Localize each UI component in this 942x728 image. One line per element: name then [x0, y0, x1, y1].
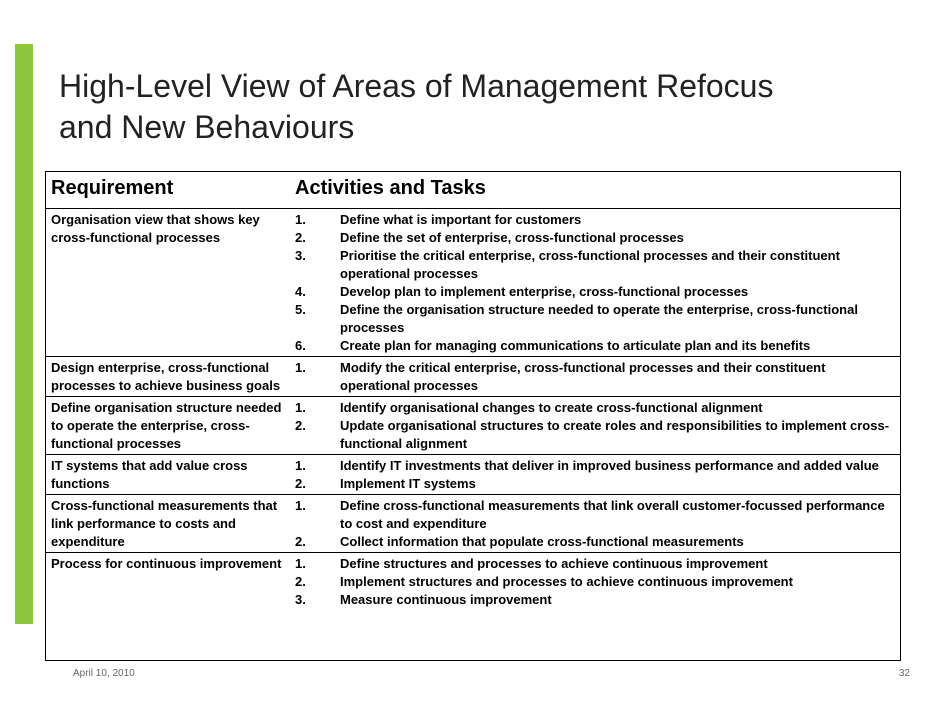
- title-line-2: and New Behaviours: [59, 109, 355, 145]
- tasks-cell: [290, 553, 900, 611]
- accent-bar: [15, 44, 33, 624]
- tasks-cell: [290, 209, 900, 357]
- task-item: 2. Implement structures and processes to achieve continuous improvement: [295, 574, 793, 589]
- table-row: [46, 455, 900, 495]
- task-item: 2. Define the set of enterprise, cross-functional processes: [295, 230, 684, 245]
- table-header-row: [46, 172, 900, 209]
- title-line-1: High-Level View of Areas of Management Refocus: [59, 68, 774, 104]
- task-item: 1. Define cross-functional measurements that link overall customer-focussed performance to cost and expenditure: [295, 498, 885, 531]
- table-row: [46, 495, 900, 553]
- requirements-table: [45, 171, 901, 661]
- table-row: [46, 357, 900, 397]
- requirement-cell: Process for continuous improvement: [46, 553, 290, 611]
- task-item: 1. Identify organisational changes to create cross-functional alignment: [295, 400, 763, 415]
- task-item: 1. Modify the critical enterprise, cross-functional processes and their constituent operational processes: [295, 360, 826, 393]
- requirement-cell: Cross-functional measurements that link performance to costs and expenditure: [46, 495, 290, 553]
- tasks-cell: [290, 495, 900, 553]
- task-item: 1. Define structures and processes to achieve continuous improvement: [295, 556, 768, 571]
- task-item: 2. Update organisational structures to create roles and responsibilities to implement cross-functional alignment: [295, 418, 890, 451]
- tasks-cell: [290, 455, 900, 495]
- task-item: 1. Identify IT investments that deliver in improved business performance and added value: [295, 458, 879, 473]
- task-item: 1. Define what is important for customers: [295, 212, 582, 227]
- task-item: 2. Collect information that populate cross-functional measurements: [295, 534, 744, 549]
- requirement-cell: Define organisation structure needed to operate the enterprise, cross-functional processes: [46, 397, 290, 455]
- page-number: 32: [898, 668, 910, 679]
- task-item: 3. Measure continuous improvement: [295, 592, 552, 607]
- tasks-cell: [290, 397, 900, 455]
- table-row: [46, 209, 900, 357]
- requirement-cell: Organisation view that shows key cross-functional processes: [46, 209, 290, 357]
- task-item: 2. Implement IT systems: [295, 476, 476, 491]
- tasks-cell: [290, 357, 900, 397]
- task-item: 4. Develop plan to implement enterprise, cross-functional processes: [295, 284, 749, 299]
- header-requirement: Requirement: [51, 177, 174, 199]
- header-activities: Activities and Tasks: [295, 177, 486, 199]
- task-item: 6. Create plan for managing communications to articulate plan and its benefits: [295, 338, 811, 353]
- task-item: 5. Define the organisation structure needed to operate the enterprise, cross-functional processes: [295, 302, 858, 335]
- requirement-cell: IT systems that add value cross functions: [46, 455, 290, 495]
- footer-date: April 10, 2010: [73, 668, 135, 679]
- slide-title: [59, 66, 919, 148]
- requirement-cell: Design enterprise, cross-functional processes to achieve business goals: [46, 357, 290, 397]
- table-row: [46, 397, 900, 455]
- task-item: 3. Prioritise the critical enterprise, cross-functional processes and their constituent operational processes: [295, 248, 840, 281]
- table-row: [46, 553, 900, 611]
